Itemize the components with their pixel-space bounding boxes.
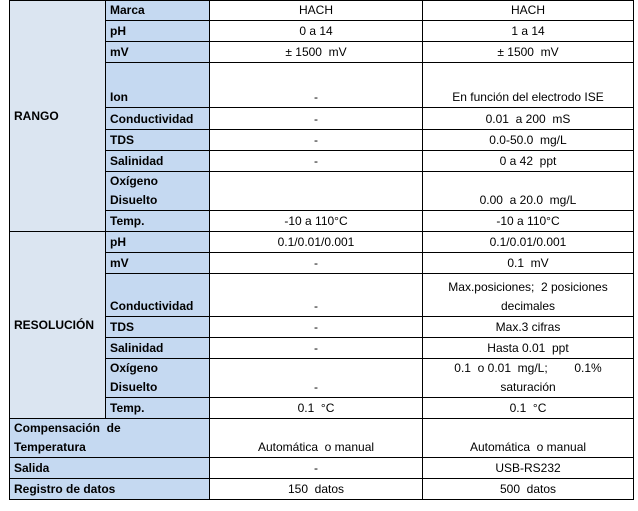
cell-col2: En función del electrodo ISE — [423, 63, 634, 108]
row-label — [106, 359, 210, 398]
label-line2: Disuelto — [110, 380, 158, 394]
cell-col2: 1 a 14 — [423, 21, 634, 42]
cell-col1: - — [210, 130, 423, 151]
header-row — [10, 1, 634, 21]
cell-col2: Max.3 cifras — [423, 317, 634, 338]
row-label: Temp. — [106, 211, 210, 232]
cell-col1: - — [210, 274, 423, 317]
cell-col2: 0.1/0.01/0.001 — [423, 232, 634, 253]
row-label: Ion — [106, 63, 210, 108]
cell-col2: 0.00 a 20.0 mg/L — [423, 172, 634, 211]
brand-col2: HACH — [423, 1, 634, 21]
table-row — [10, 458, 634, 479]
cell-col1: - — [210, 458, 423, 479]
cell-col2: Hasta 0.01 ppt — [423, 338, 634, 359]
cell-col2: 0.1 °C — [423, 398, 634, 419]
cell-col1: 150 datos — [210, 479, 423, 500]
cell-col2: 0 a 42 ppt — [423, 151, 634, 172]
row-label: TDS — [106, 130, 210, 151]
label-line1: Compensación de — [14, 421, 121, 435]
label-line1: Oxígeno — [110, 174, 159, 188]
row-label: TDS — [106, 317, 210, 338]
row-label: mV — [106, 253, 210, 274]
row-label: Salinidad — [106, 151, 210, 172]
row-label: Conductividad — [106, 108, 210, 130]
label-line2: Temperatura — [14, 440, 86, 454]
row-label — [10, 419, 210, 458]
cell-line1: Max.posiciones; 2 posiciones — [448, 280, 608, 294]
table-row — [10, 232, 634, 253]
cell-col1: - — [210, 338, 423, 359]
cell-col1: 0.1 °C — [210, 398, 423, 419]
cell-line2: decimales — [500, 299, 556, 313]
marca-label: Marca — [106, 1, 210, 21]
cell-col2: 0.01 a 200 mS — [423, 108, 634, 130]
row-label: Conductividad — [106, 274, 210, 317]
cell-col1: - — [210, 151, 423, 172]
row-label: Temp. — [106, 398, 210, 419]
rango-cell: RANGO — [10, 1, 106, 232]
label-line1: Oxígeno — [110, 361, 159, 375]
cell-col1: - — [210, 317, 423, 338]
cell-col2: 0.1 mV — [423, 253, 634, 274]
cell-col1: 0.1/0.01/0.001 — [210, 232, 423, 253]
brand-col1: HACH — [210, 1, 423, 21]
cell-col1: -10 a 110°C — [210, 211, 423, 232]
cell-col2 — [423, 274, 634, 317]
row-label: mV — [106, 42, 210, 63]
table-row — [10, 419, 634, 458]
cell-line2: saturación — [500, 380, 556, 394]
cell-col1: - — [210, 63, 423, 108]
cell-col2: Automática o manual — [423, 419, 634, 458]
cell-col2: 0.0-50.0 mg/L — [423, 130, 634, 151]
row-label — [106, 172, 210, 211]
cell-col1: 0 a 14 — [210, 21, 423, 42]
row-label: Salinidad — [106, 338, 210, 359]
cell-col1: ± 1500 mV — [210, 42, 423, 63]
row-label: pH — [106, 232, 210, 253]
cell-col2: ± 1500 mV — [423, 42, 634, 63]
resolucion-cell: RESOLUCIÓN — [10, 232, 106, 419]
cell-col1 — [210, 172, 423, 211]
cell-col2: USB-RS232 — [423, 458, 634, 479]
label-line2: Disuelto — [110, 193, 158, 207]
cell-col1: Automática o manual — [210, 419, 423, 458]
cell-line1: 0.1 o 0.01 mg/L; 0.1% — [454, 361, 602, 375]
cell-col2 — [423, 359, 634, 398]
row-label: pH — [106, 21, 210, 42]
table-row — [10, 479, 634, 500]
cell-col2: 500 datos — [423, 479, 634, 500]
cell-col1: - — [210, 253, 423, 274]
row-label: Salida — [10, 458, 210, 479]
row-label: Registro de datos — [10, 479, 210, 500]
cell-col1: - — [210, 108, 423, 130]
cell-col1: - — [210, 359, 423, 398]
spec-table — [9, 0, 634, 500]
cell-col2: -10 a 110°C — [423, 211, 634, 232]
